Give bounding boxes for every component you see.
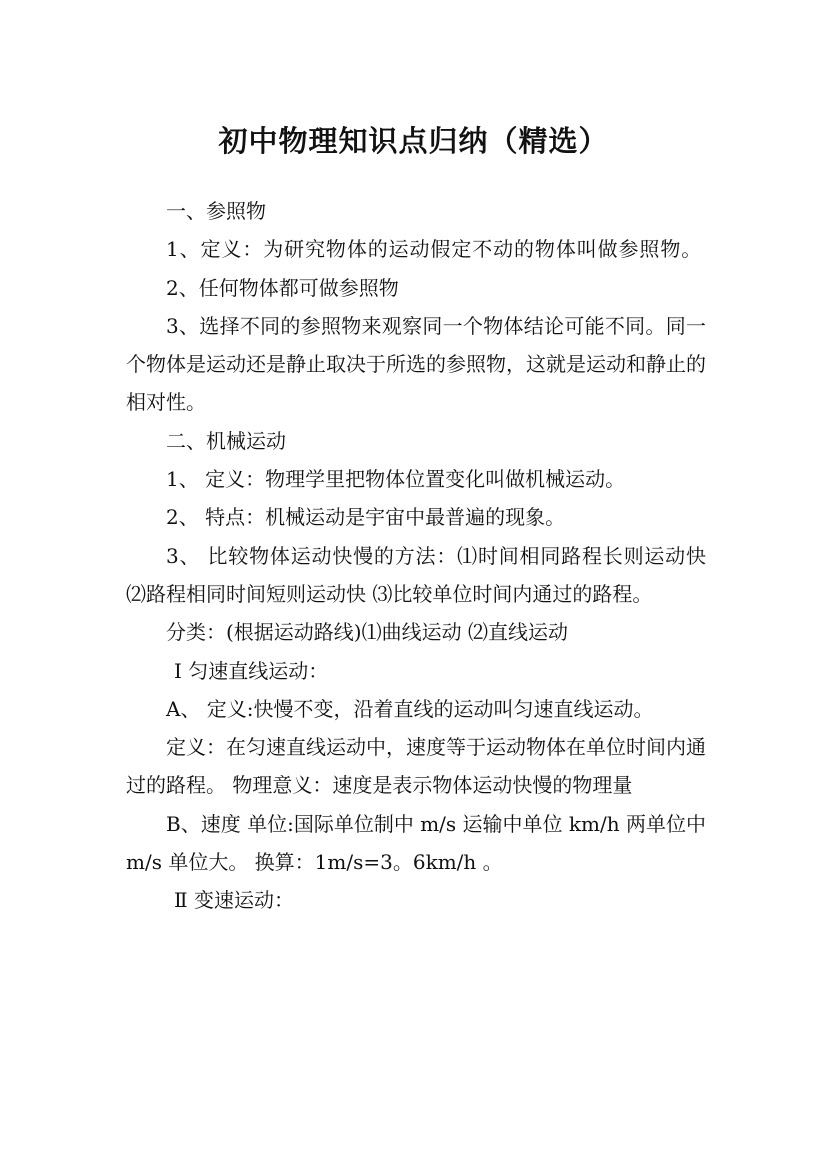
paragraph-mechanical-motion-definition: 1、 定义：物理学里把物体位置变化叫做机械运动。 xyxy=(166,467,626,492)
subheading-variable-motion: Ⅱ 变速运动： xyxy=(174,888,294,913)
document-title: 初中物理知识点归纳（精选） xyxy=(218,124,609,159)
paragraph-relativity-of-motion: 3、选择不同的参照物来观察同一个物体结论可能不同。同一个物体是运动还是静止取决于所选的参照物，这就是运动和静止的相对性。 xyxy=(126,313,706,415)
document-body xyxy=(126,192,706,920)
paragraph-speed-definition: 定义：在匀速直线运动中，速度等于运动物体在单位时间内通过的路程。 物理意义：速度是表示物体运动快慢的物理量 xyxy=(126,735,706,798)
section-heading-reference-object: 一、参照物 xyxy=(166,199,266,223)
paragraph-speed-units: B、速度 单位:国际单位制中 m/s 运输中单位 km/h 两单位中 m/s 单位大。 换算：1m/s=3。6km/h 。 xyxy=(126,811,706,875)
paragraph-uniform-linear-definition: A、 定义:快慢不变，沿着直线的运动叫匀速直线运动。 xyxy=(166,696,654,721)
section-heading-mechanical-motion: 二、机械运动 xyxy=(166,428,286,453)
paragraph-any-object-reference: 2、任何物体都可做参照物 xyxy=(166,275,399,300)
paragraph-mechanical-motion-feature: 2、 特点：机械运动是宇宙中最普遍的现象。 xyxy=(166,505,566,530)
paragraph-reference-definition: 1、定义：为研究物体的运动假定不动的物体叫做参照物。 xyxy=(166,237,703,262)
paragraph-motion-classification: 分类：(根据运动路线)⑴曲线运动 ⑵直线运动 xyxy=(166,620,568,645)
paragraph-compare-speed-methods: 3、 比较物体运动快慢的方法：⑴时间相同路程长则运动快 ⑵路程相同时间短则运动快 ⑶比较单位时间内通过的路程。 xyxy=(126,543,706,606)
subheading-uniform-linear-motion: Ⅰ 匀速直线运动： xyxy=(174,658,329,683)
